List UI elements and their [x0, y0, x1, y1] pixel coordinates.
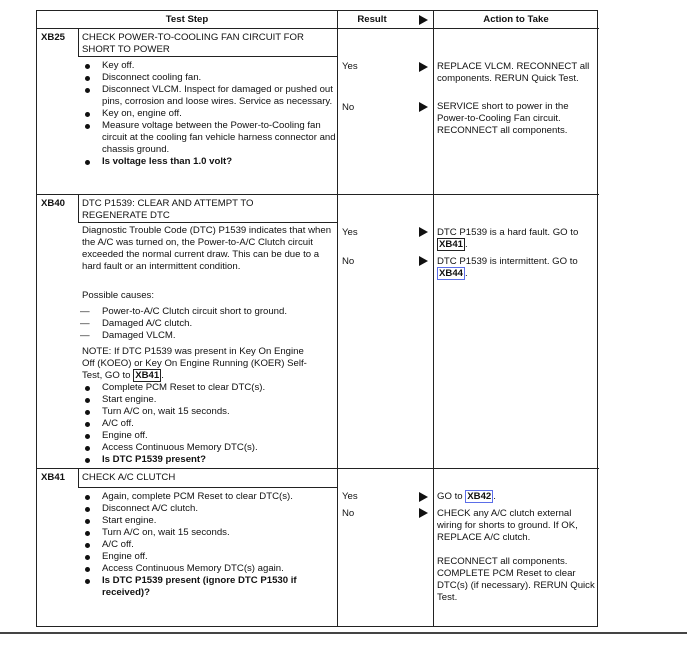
- question: Is voltage less than 1.0 volt?: [78, 156, 336, 168]
- question: Is DTC P1539 present?: [78, 454, 336, 466]
- divider: [37, 468, 599, 469]
- bullet: Key off.: [78, 60, 336, 72]
- diagnostic-table: [36, 10, 598, 627]
- causes-label: Possible causes:: [82, 290, 154, 301]
- cause: — Power-to-A/C Clutch circuit short to ground.: [78, 306, 336, 318]
- header-test-step: Test Step: [165, 14, 209, 25]
- bullet: Disconnect cooling fan.: [78, 72, 336, 84]
- result-yes: Yes: [342, 61, 358, 72]
- note: NOTE: If DTC P1539 was present in Key On Engine Off (KOEO) or Key On Engine Running (KOER) Self-Test, GO to XB41 .: [82, 346, 307, 381]
- step-link[interactable]: XB42: [467, 491, 492, 502]
- bullet: Engine off.: [78, 551, 336, 563]
- step-id: XB25: [41, 32, 65, 43]
- bullet: Turn A/C on, wait 15 seconds.: [78, 406, 336, 418]
- arrow-icon: [419, 15, 428, 25]
- bullet: Measure voltage between the Power-to-Cooling fan circuit at the cooling fan vehicle harness connector and chassis ground.: [78, 120, 336, 156]
- action-text: GO to XB42 .: [437, 491, 496, 502]
- arrow-icon: [419, 508, 428, 518]
- step-title: CHECK A/C CLUTCH: [82, 472, 176, 483]
- divider: [78, 56, 337, 57]
- step-intro: Diagnostic Trouble Code (DTC) P1539 indicates that when the A/C was turned on, the Power-to-A/C Clutch circuit exceeded the normal current draw. This can be due to a hard fault or an intermittent condition.: [82, 225, 332, 272]
- bullet: Start engine.: [78, 394, 336, 406]
- bullet: Start engine.: [78, 515, 336, 527]
- action-text: DTC P1539 is a hard fault. GO to XB41 .: [437, 227, 579, 250]
- result-yes: Yes: [342, 227, 358, 238]
- divider: [433, 11, 434, 626]
- step-link[interactable]: XB41: [135, 370, 160, 381]
- step-link[interactable]: XB44: [439, 268, 463, 279]
- result-no: No: [342, 508, 355, 519]
- divider: [37, 194, 599, 195]
- bullet: Turn A/C on, wait 15 seconds.: [78, 527, 336, 539]
- cause: — Damaged VLCM.: [78, 330, 336, 342]
- bullet: Key on, engine off.: [78, 108, 336, 120]
- cause: — Damaged A/C clutch.: [78, 318, 336, 330]
- arrow-icon: [419, 256, 428, 266]
- step-bullets: [78, 382, 336, 466]
- step-link[interactable]: XB41: [439, 239, 463, 250]
- bullet: Again, complete PCM Reset to clear DTC(s).: [78, 491, 336, 503]
- bullet: A/C off.: [78, 539, 336, 551]
- bullet: Complete PCM Reset to clear DTC(s).: [78, 382, 336, 394]
- bullet: Disconnect A/C clutch.: [78, 503, 336, 515]
- question: Is DTC P1539 present (ignore DTC P1530 if received)?: [78, 575, 336, 599]
- header-result: Result: [357, 14, 387, 25]
- divider: [337, 11, 338, 626]
- divider: [37, 28, 599, 29]
- step-bullets: [78, 60, 336, 168]
- arrow-icon: [419, 102, 428, 112]
- divider: [0, 632, 687, 634]
- arrow-icon: [419, 62, 428, 72]
- step-title: DTC P1539: CLEAR AND ATTEMPT TO REGENERATE DTC: [82, 198, 254, 221]
- step-bullets: [78, 491, 336, 599]
- step-title: CHECK POWER-TO-COOLING FAN CIRCUIT FOR SHORT TO POWER: [82, 32, 304, 55]
- result-no: No: [342, 256, 355, 267]
- bullet: A/C off.: [78, 418, 336, 430]
- action-text: REPLACE VLCM. RECONNECT all components. RERUN Quick Test.: [437, 61, 590, 84]
- divider: [78, 222, 337, 223]
- divider: [78, 487, 337, 488]
- action-text: RECONNECT all components. COMPLETE PCM Reset to clear DTC(s) (if necessary). RERUN Quick Test.: [437, 556, 595, 603]
- result-no: No: [342, 102, 355, 113]
- result-yes: Yes: [342, 491, 358, 502]
- action-text: DTC P1539 is intermittent. GO to XB44 .: [437, 256, 578, 279]
- bullet: Engine off.: [78, 430, 336, 442]
- arrow-icon: [419, 227, 428, 237]
- bullet: Disconnect VLCM. Inspect for damaged or pushed out pins, corrosion and loose wires. Service as necessary.: [78, 84, 336, 108]
- bullet: Access Continuous Memory DTC(s).: [78, 442, 336, 454]
- bullet: Access Continuous Memory DTC(s) again.: [78, 563, 336, 575]
- action-text: CHECK any A/C clutch external wiring for shorts to ground. If OK, REPLACE A/C clutch.: [437, 508, 578, 543]
- arrow-icon: [419, 492, 428, 502]
- action-text: SERVICE short to power in the Power-to-Cooling Fan circuit. RECONNECT all components.: [437, 101, 569, 136]
- header-action: Action to Take: [483, 14, 549, 25]
- step-id: XB41: [41, 472, 65, 483]
- step-id: XB40: [41, 198, 65, 209]
- causes-list: [78, 306, 336, 342]
